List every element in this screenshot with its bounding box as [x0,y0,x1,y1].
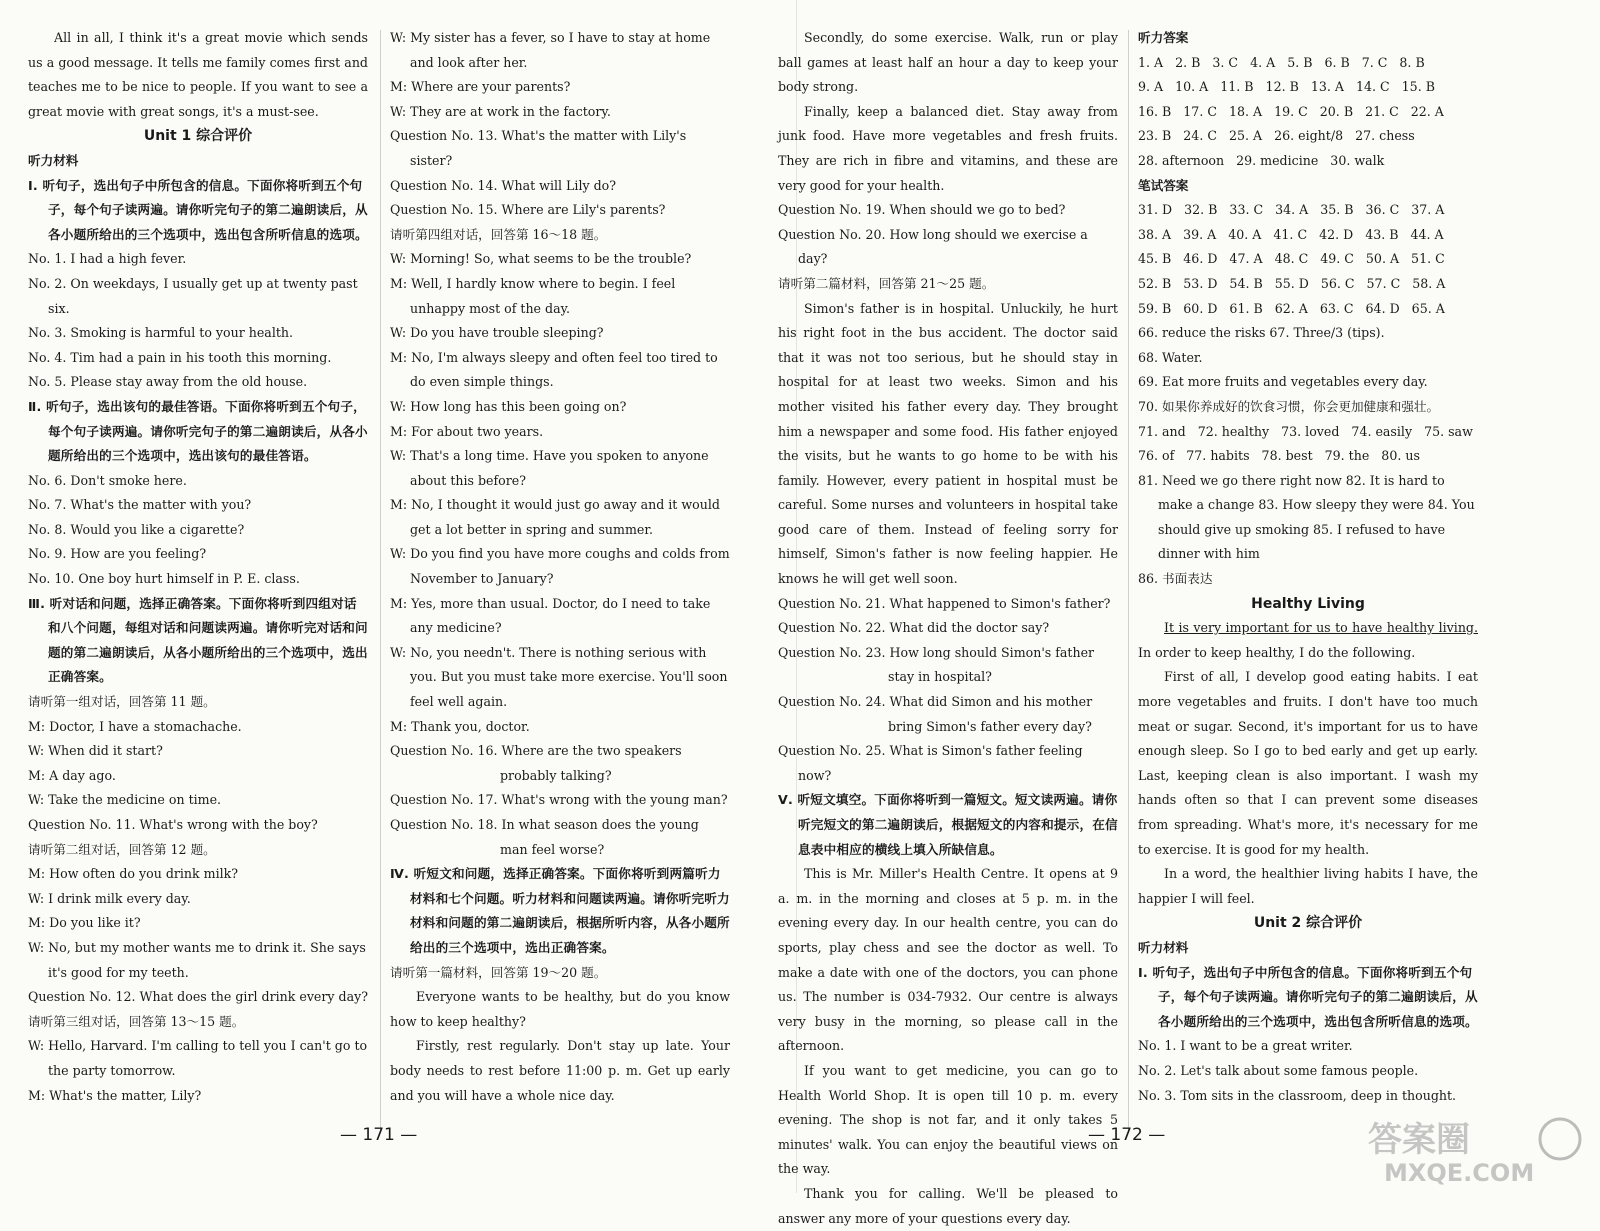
page-number-171: — 171 — [340,1125,418,1145]
answer-row: 38. A 39. A 40. A 41. C 42. D 43. B 44. A [1138,226,1444,242]
answer-row: 71. and 72. healthy 73. loved 74. easily 75. saw [1138,423,1473,439]
text-line: W: When did it start? [28,743,163,759]
text-line: M: Thank you, doctor. [390,718,530,734]
subsection-label: 笔试答案 [1138,177,1189,193]
question-line: Question No. 16. Where are the two speakers probably talking? [390,743,682,783]
text-line: Question No. 12. What does the girl drink every day? [28,989,368,1005]
text-line: 69. Eat more fruits and vegetables every day. [1138,374,1428,390]
text-line: 70. 如果你养成好的饮食习惯，你会更加健康和强壮。 [1138,398,1440,414]
text-line: 81. Need we go there right now 82. It is hard to make a change 83. How sleepy they were 84. You should give up smoking 85. I refused to have dinner with him [1138,472,1475,562]
text-line: M: Do you like it? [28,915,141,931]
answer-row: 9. A 10. A 11. B 12. B 13. A 14. C 15. B [1138,79,1435,95]
text-line: Question No. 14. What will Lily do? [390,177,616,193]
paragraph-text: In order to keep healthy, I do the following. [1138,644,1416,660]
subsection-label: 听力材料 [28,152,79,168]
answer-row: 23. B 24. C 25. A 26. eight/8 27. chess [1138,128,1415,144]
answer-row: 16. B 17. C 18. A 19. C 20. B 21. C 22. A [1138,103,1444,119]
underlined-topic-sentence: It is very important for us to have healthy living. [1164,620,1478,636]
text-line: No. 3. Tom sits in the classroom, deep in thought. [1138,1087,1457,1103]
text-line: M: No, I thought it would just go away and it would get a lot better in spring and summer. [390,497,720,537]
text-line: 请听第一篇材料，回答第 19～20 题。 [390,964,607,980]
instruction-text: Ⅰ. 听句子，选出句子中所包含的信息。下面你将听到五个句子，每个句子读两遍。请你听完句子的第二遍朗读后，从各小题所给出的三个选项中，选出包含所听信息的选项。 [28,177,368,242]
svg-text:MXQE.COM: MXQE.COM [1384,1159,1535,1187]
text-line: M: Well, I hardly know where to begin. I feel unhappy most of the day. [390,275,676,316]
paragraph: Everyone wants to be healthy, but do you know how to keep healthy? [390,989,730,1029]
right-page-column-2 [1138,26,1478,1126]
text-line: Question No. 13. What's the matter with Lily's sister? [390,128,687,168]
text-line: 86. 书面表达 [1138,571,1213,587]
question-line: Question No. 24. What did Simon and his mother bring Simon's father every day? [778,694,1093,734]
text-line: W: My sister has a fever, so I have to stay at home and look after her. [390,30,711,70]
text-line: M: Doctor, I have a stomachache. [28,718,242,734]
text-line: W: No, you needn't. There is nothing serious with you. But you must take more exercise. You'll soon feel well again. [390,644,728,710]
text-line: 请听第三组对话，回答第 13～15 题。 [28,1013,245,1029]
right-page-column-1 [778,26,1118,1226]
text-line: 请听第二组对话，回答第 12 题。 [28,841,216,857]
text-line: W: Hello, Harvard. I'm calling to tell you I can't go to the party tomorrow. [28,1038,368,1078]
text-line: W: No, but my mother wants me to drink it. She says it's good for my teeth. [28,939,366,980]
text-line: 请听第二篇材料，回答第 21～25 题。 [778,275,995,291]
answer-row: 59. B 60. D 61. B 62. A 63. C 64. D 65. A [1138,300,1445,316]
left-page-column-2 [390,26,730,1126]
text-line: M: For about two years. [390,423,544,439]
page-number-172: — 172 — [1088,1125,1166,1145]
paragraph: Firstly, rest regularly. Don't stay up late. Your body needs to rest before 11:00 p. m. Get up early and you will have a whole nice day. [390,1038,730,1103]
text-line: Question No. 21. What happened to Simon's father? [778,595,1111,611]
text-line: No. 1. I want to be a great writer. [1138,1038,1353,1054]
instruction-text: Ⅴ. 听短文填空。下面你将听到一篇短文。短文读两遍。请你听完短文的第二遍朗读后，根据短文的内容和提示，在信息表中相应的横线上填入所缺信息。 [778,792,1118,857]
text-line: W: Morning! So, what seems to be the trouble? [390,251,692,267]
text-line: 66. reduce the risks 67. Three/3 (tips). [1138,325,1385,341]
text-line: Question No. 11. What's wrong with the boy? [28,817,318,832]
text-line: Question No. 25. What is Simon's father feeling now? [778,743,1083,783]
text-line: Question No. 20. How long should we exercise a day? [778,226,1088,267]
text-line: No. 3. Smoking is harmful to your health. [28,325,294,341]
text-line: No. 10. One boy hurt himself in P. E. class. [28,571,300,587]
subsection-label: 听力答案 [1138,30,1189,45]
column-divider-right [1128,30,1129,1133]
text-line: M: What's the matter, Lily? [28,1087,202,1103]
text-line: W: I drink milk every day. [28,890,191,906]
section-heading: Unit 2 综合评价 [1253,915,1363,932]
text-line: Question No. 22. What did the doctor say? [778,620,1050,636]
text-line: W: Take the medicine on time. [28,792,222,808]
answer-row: 76. of 77. habits 78. best 79. the 80. us [1138,448,1420,464]
text-line: M: A day ago. [28,767,116,783]
paragraph: Simon's father is in hospital. Unluckily, he hurt his right foot in the bus accident. The doctor said that it was not too serious, but he should stay in hospital for at least two weeks. Simon and his mother visited his father every day. They brought him a newspaper and some food. His father enjoyed the visits, but he wants to go home to be with his family. However, every patient in hospital must be careful. Some nurses and volunteers in hospital take good care of them. Instead of feeling sorry for himself, Simon's father is now feeling happier. He knows he will get well soon. [778,300,1118,587]
paragraph: If you want to get medicine, you can go to Health World Shop. It is open till 10 p. m. every evening. The shop is not far, and it only takes 5 minutes' walk. You can enjoy the beautiful views on the way. [778,1062,1118,1177]
answer-row: 52. B 53. D 54. B 55. D 56. C 57. C 58. A [1138,275,1446,291]
text-line: W: They are at work in the factory. [390,103,611,119]
question-line: Question No. 18. In what season does the young man feel worse? [390,817,699,857]
text-line: No. 5. Please stay away from the old house. [28,374,308,390]
instruction-text: Ⅲ. 听对话和问题，选择正确答案。下面你将听到四组对话和八个问题，每组对话和问题读两遍。请你听完对话和问题的第二遍朗读后，从各小题所给出的三个选项中，选出正确答案。 [28,595,368,685]
answer-row: 1. A 2. B 3. C 4. A 5. B 6. B 7. C 8. B [1138,54,1425,70]
text-line: W: Do you find you have more coughs and colds from November to January? [390,546,730,587]
section-heading: Healthy Living [1251,595,1365,612]
text-line: M: Yes, more than usual. Doctor, do I need to take any medicine? [390,595,711,636]
column-divider-left [380,30,381,1133]
paragraph: Thank you for calling. We'll be pleased to answer any more of your questions every day. [778,1185,1118,1226]
paragraph: This is Mr. Miller's Health Centre. It opens at 9 a. m. in the morning and closes at 5 p. m. in the evening every day. In our health centre, you can do sports, play chess and see the doctor as well. To make a date with one of the doctors, you can phone us. The number is 034-7932. Our centre is always very busy in the morning, so please call in the afternoon. [778,866,1118,1054]
instruction-text: Ⅱ. 听句子，选出该句的最佳答语。下面你将听到五个句子，每个句子读两遍。请你听完句子的第二遍朗读后，从各小题所给出的三个选项中，选出该句的最佳答语。 [28,398,368,464]
text-line: No. 6. Don't smoke here. [28,472,187,488]
instruction-text: Ⅳ. 听短文和问题，选择正确答案。下面你将听到两篇听力材料和七个问题。听力材料和问题读两遍。请你听完听力材料和问题的第二遍朗读后，根据所听内容，从各小题所给出的三个选项中，选出正确答案。 [390,866,730,955]
text-line: Question No. 15. Where are Lily's parents? [390,202,666,218]
paragraph: Secondly, do some exercise. Walk, run or play ball games at least half an hour a day to keep your body strong. [778,30,1118,95]
text-line: 请听第一组对话，回答第 11 题。 [28,694,216,710]
subsection-label: 听力材料 [1138,939,1189,955]
text-line: Question No. 19. When should we go to bed? [778,202,1066,218]
answer-row: 28. afternoon 29. medicine 30. walk [1138,152,1385,168]
text-line: No. 9. How are you feeling? [28,546,207,562]
paragraph: All in all, I think it's a great movie which sends us a good message. It tells me family comes first and teaches me to be nice to people. If you want to see a great movie with great songs, it's a must-see. [28,30,368,119]
watermark-logo [1364,1113,1592,1185]
text-line: W: That's a long time. Have you spoken to anyone about this before? [390,448,709,488]
text-line: Question No. 17. What's wrong with the young man? [390,792,728,808]
text-line: No. 4. Tim had a pain in his tooth this morning. [28,349,332,365]
text-line: W: How long has this been going on? [390,398,627,414]
text-line: W: Do you have trouble sleeping? [390,325,604,341]
question-line: Question No. 23. How long should Simon's father stay in hospital? [778,644,1095,685]
text-line: M: How often do you drink milk? [28,866,239,882]
answer-row: 45. B 46. D 47. A 48. C 49. C 50. A 51. C [1138,251,1445,267]
text-line: 68. Water. [1138,349,1203,365]
svg-text:答案圈: 答案圈 [1368,1120,1470,1160]
text-line: No. 2. On weekdays, I usually get up at twenty past six. [28,275,358,316]
text-line: 请听第四组对话，回答第 16～18 题。 [390,226,607,242]
text-line: No. 7. What's the matter with you? [28,497,252,513]
text-line: No. 1. I had a high fever. [28,251,187,267]
text-line: No. 2. Let's talk about some famous people. [1138,1062,1419,1078]
instruction-text: Ⅰ. 听句子，选出句子中所包含的信息。下面你将听到五个句子，每个句子读两遍。请你听完句子的第二遍朗读后，从各小题所给出的三个选项中，选出包含所听信息的选项。 [1138,964,1478,1029]
left-page-column-1 [28,26,368,1126]
text-line: No. 8. Would you like a cigarette? [28,521,245,537]
text-line: M: No, I'm always sleepy and often feel too tired to do even simple things. [390,349,718,390]
paragraph: In a word, the healthier living habits I have, the happier I will feel. [1138,866,1478,906]
text-line: M: Where are your parents? [390,79,571,95]
paragraph: First of all, I develop good eating habits. I eat more vegetables and fruits. I don't have too much meat or sugar. Second, it's important for us to have enough sleep. So I go to bed early and get up early. Last, keeping clean is also important. I wash my hands often so that I can prevent some diseases from spreading. What's more, it's necessary for me to exercise. It is good for my health. [1138,669,1478,857]
paragraph: Finally, keep a balanced diet. Stay away from junk food. Have more vegetables and fresh fruits. They are rich in fibre and vitamins, and these are very good for your health. [778,103,1118,193]
paragraph [1138,616,1478,665]
answer-row: 31. D 32. B 33. C 34. A 35. B 36. C 37. A [1138,202,1445,218]
section-heading: Unit 1 综合评价 [143,128,253,145]
